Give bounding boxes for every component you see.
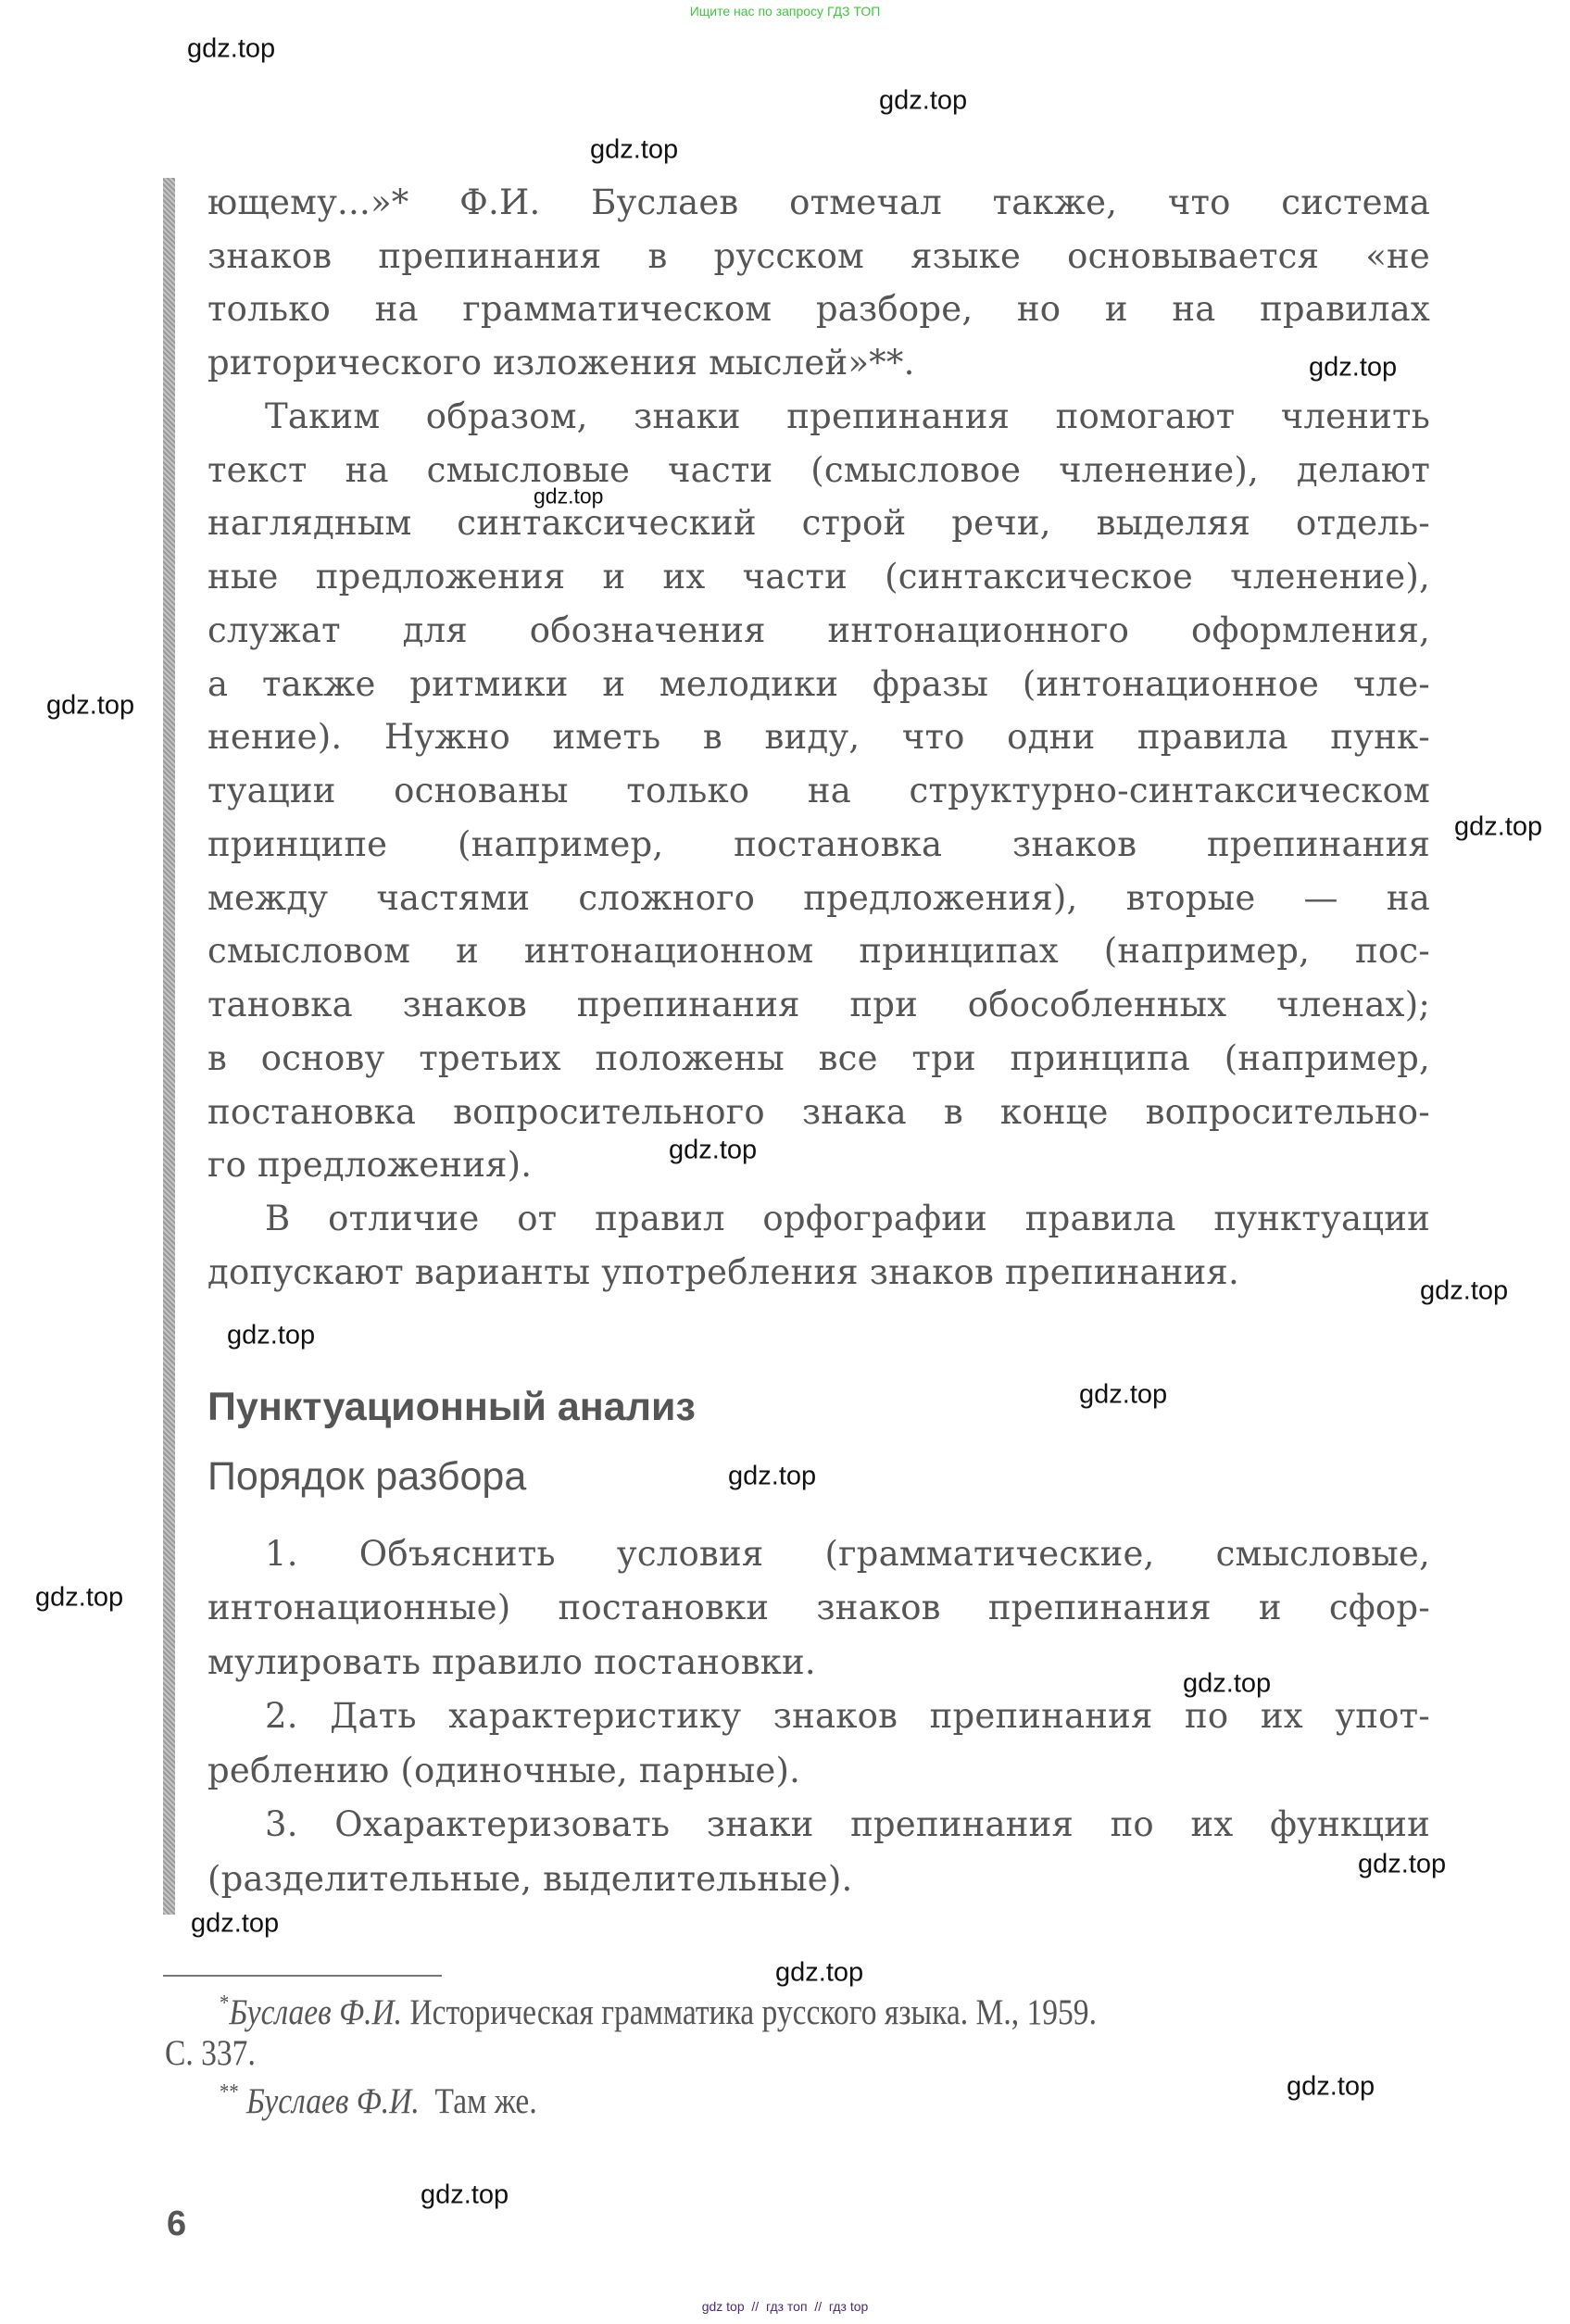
watermark: gdz.top bbox=[590, 134, 679, 165]
page-number: 6 bbox=[167, 2205, 187, 2243]
text-line: а также ритмики и мелодики фразы (интонационное чле- bbox=[207, 664, 1430, 704]
section-title: Пунктуационный анализ bbox=[207, 1385, 696, 1429]
text-line: В отличие от правил орфографии правила пунктуации bbox=[265, 1199, 1430, 1238]
footnote-text: Историческая грамматика русского языка. М., 1959. bbox=[409, 1992, 1097, 2032]
text-line: смысловом и интонационном принципах (например, пос- bbox=[207, 931, 1430, 971]
text-line: знаков препинания в русском языке основывается «не bbox=[207, 236, 1430, 276]
watermark: gdz.top bbox=[1454, 811, 1543, 842]
text-line: Таким образом, знаки препинания помогают членить bbox=[265, 396, 1430, 436]
watermark: gdz.top bbox=[187, 33, 276, 64]
watermark: gdz.top bbox=[191, 1908, 280, 1939]
footnote-divider bbox=[163, 1975, 442, 1977]
step-line: 1. Объяснить условия (грамматические, смысловые, bbox=[265, 1534, 1430, 1574]
footnote-author: Буслаев Ф.И. bbox=[246, 2081, 420, 2121]
watermark: gdz.top bbox=[35, 1582, 124, 1613]
step-line: 3. Охарактеризовать знаки препинания по их функции bbox=[265, 1804, 1430, 1844]
watermark: gdz.top bbox=[879, 85, 968, 116]
text-line: принципе (например, постановка знаков препинания bbox=[207, 824, 1430, 864]
text-line: служат для обозначения интонационного оформления, bbox=[207, 610, 1430, 650]
step-line: интонационные) постановки знаков препинания и сфор- bbox=[207, 1588, 1430, 1627]
text-line: ющему...»* Ф.И. Буслаев отмечал также, что система bbox=[207, 182, 1430, 222]
text-line: допускают варианты употребления знаков препинания. bbox=[207, 1252, 1239, 1292]
watermark: gdz.top bbox=[227, 1320, 316, 1350]
text-line: текст на смысловые части (смысловое членение), делают bbox=[207, 450, 1430, 490]
text-line: только на грамматическом разборе, но и на правилах bbox=[207, 289, 1430, 329]
watermark: gdz.top bbox=[534, 484, 604, 509]
footnote-mark: * bbox=[220, 1991, 230, 2016]
footnote-mark: ** bbox=[220, 2080, 239, 2104]
footnote-1 bbox=[220, 1991, 1097, 2033]
watermark: gdz.top bbox=[669, 1135, 758, 1165]
step-line: реблению (одиночные, парные). bbox=[207, 1751, 801, 1790]
footnote-text: Там же. bbox=[434, 2081, 537, 2121]
watermark: gdz.top bbox=[1183, 1668, 1272, 1699]
step-line: мулировать правило постановки. bbox=[207, 1642, 816, 1682]
margin-bar bbox=[163, 178, 175, 1915]
text-line: наглядным синтаксический строй речи, выделяя отдель- bbox=[207, 503, 1430, 543]
watermark: gdz.top bbox=[46, 690, 135, 721]
step-line: (разделительные, выделительные). bbox=[207, 1859, 853, 1899]
watermark: gdz.top bbox=[421, 2180, 509, 2210]
footnote-author: Буслаев Ф.И. bbox=[229, 1992, 403, 2032]
watermark: gdz.top bbox=[728, 1461, 817, 1491]
watermark: gdz.top bbox=[775, 1957, 864, 1988]
watermark: gdz.top bbox=[1358, 1849, 1447, 1879]
text-line: риторического изложения мыслей»**. bbox=[207, 343, 915, 383]
text-line: в основу третьих положены все три принципа (например, bbox=[207, 1038, 1430, 1078]
text-line: нение). Нужно иметь в виду, что одни правила пунк- bbox=[207, 717, 1430, 757]
text-line: ные предложения и их части (синтаксическое членение), bbox=[207, 557, 1430, 597]
watermark: gdz.top bbox=[1420, 1275, 1509, 1306]
text-line: между частями сложного предложения), вторые — на bbox=[207, 878, 1430, 918]
text-line: постановка вопросительного знака в конце вопросительно- bbox=[207, 1092, 1430, 1132]
step-line: 2. Дать характеристику знаков препинания по их упот- bbox=[265, 1696, 1430, 1736]
watermark: gdz.top bbox=[1079, 1379, 1168, 1410]
watermark: gdz.top bbox=[1287, 2071, 1375, 2102]
bottom-footer: gdz top // гдз топ // гдз top bbox=[701, 2299, 869, 2314]
top-banner: Ищите нас по запросу ГДЗ ТОП bbox=[689, 4, 881, 19]
footnote-1-cont: С. 337. bbox=[165, 2033, 256, 2073]
text-line: туации основаны только на структурно-синтаксическом bbox=[207, 771, 1430, 810]
footnote-2 bbox=[220, 2080, 537, 2122]
text-line: го предложения). bbox=[207, 1145, 533, 1185]
text-line: тановка знаков препинания при обособленных членах); bbox=[207, 985, 1430, 1024]
subsection-title: Порядок разбора bbox=[207, 1454, 527, 1499]
watermark: gdz.top bbox=[1309, 352, 1398, 383]
